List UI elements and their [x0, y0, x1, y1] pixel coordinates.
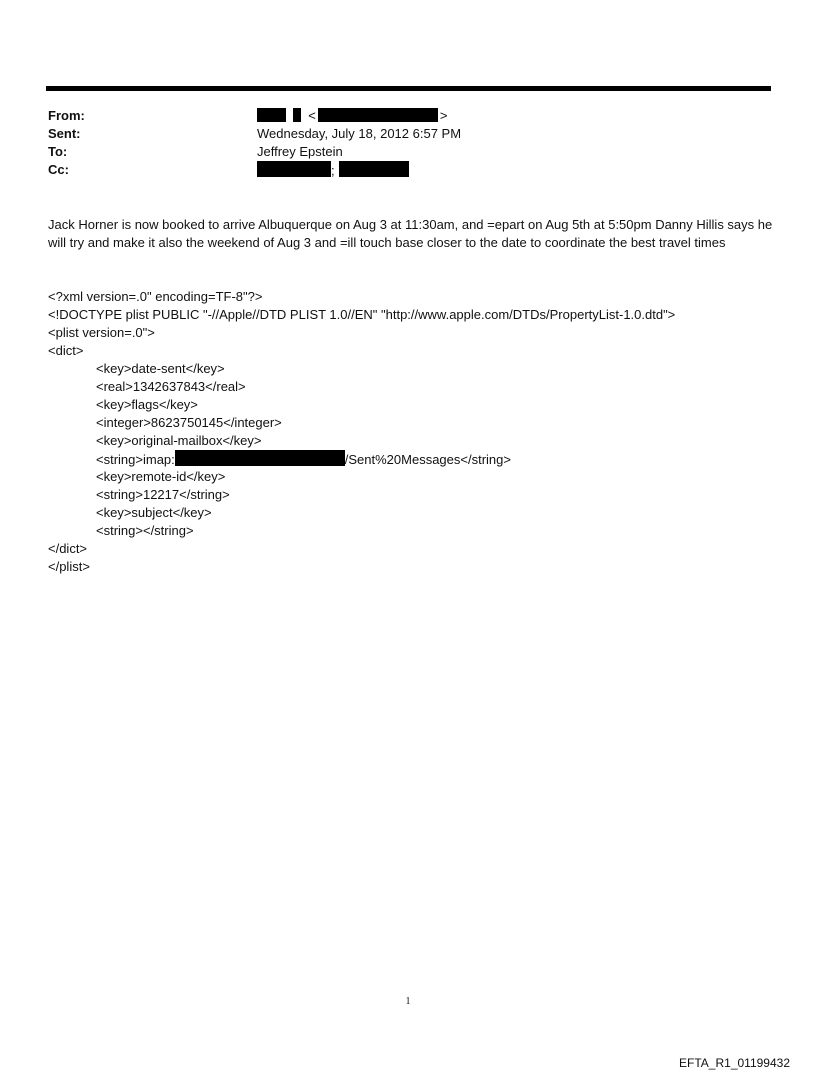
real-value: <real>1342637843</real> [96, 379, 246, 394]
dict-open: <dict> [48, 343, 84, 358]
imap-prefix: <string>imap: [96, 452, 175, 467]
redaction-box [318, 108, 438, 122]
from-label: From: [48, 108, 85, 123]
from-angle-close: > [439, 108, 448, 123]
redaction-box [257, 108, 286, 122]
redaction-box [339, 161, 409, 177]
sent-value: Wednesday, July 18, 2012 6:57 PM [257, 126, 462, 141]
key-original-mailbox: <key>original-mailbox</key> [96, 433, 262, 448]
from-value [257, 107, 447, 125]
header-rule [46, 86, 771, 91]
plist-close: </plist> [48, 559, 90, 574]
string-imap-line [96, 450, 511, 469]
xml-declaration: <?xml version=.0" encoding=TF-8"?> [48, 289, 263, 304]
imap-suffix: /Sent%20Messages</string> [344, 452, 511, 467]
cc-label: Cc: [48, 162, 69, 177]
to-label: To: [48, 144, 68, 159]
plist-open: <plist version=.0"> [48, 325, 155, 340]
string-remote-id: <string>12217</string> [96, 487, 230, 502]
to-value: Jeffrey Epstein [257, 144, 343, 159]
document-id-footer: EFTA_R1_01199432 [679, 1056, 790, 1070]
cc-value [257, 161, 409, 180]
integer-value: <integer>8623750145</integer> [96, 415, 282, 430]
redaction-box [175, 450, 345, 466]
string-subject: <string></string> [96, 523, 194, 538]
sent-label: Sent: [48, 126, 81, 141]
key-remote-id: <key>remote-id</key> [96, 469, 226, 484]
redaction-box [257, 161, 331, 177]
key-subject: <key>subject</key> [96, 505, 212, 520]
from-angle-open: < [308, 108, 316, 123]
email-body: Jack Horner is now booked to arrive Albuquerque on Aug 3 at 11:30am, and =epart on Aug 5th at 5:50pm Danny Hillis says he will try and make it also the weekend of Aug 3 and =ill touch base closer to the date to coordinate the best travel times [48, 217, 773, 250]
key-flags: <key>flags</key> [96, 397, 198, 412]
cc-separator: ; [331, 163, 335, 178]
doctype-line: <!DOCTYPE plist PUBLIC "-//Apple//DTD PLIST 1.0//EN" "http://www.apple.com/DTDs/PropertyList-1.0.dtd"> [48, 307, 676, 322]
dict-close: </dict> [48, 541, 88, 556]
redaction-box [293, 108, 301, 122]
key-date-sent: <key>date-sent</key> [96, 361, 225, 376]
page-number: 1 [405, 996, 411, 1007]
